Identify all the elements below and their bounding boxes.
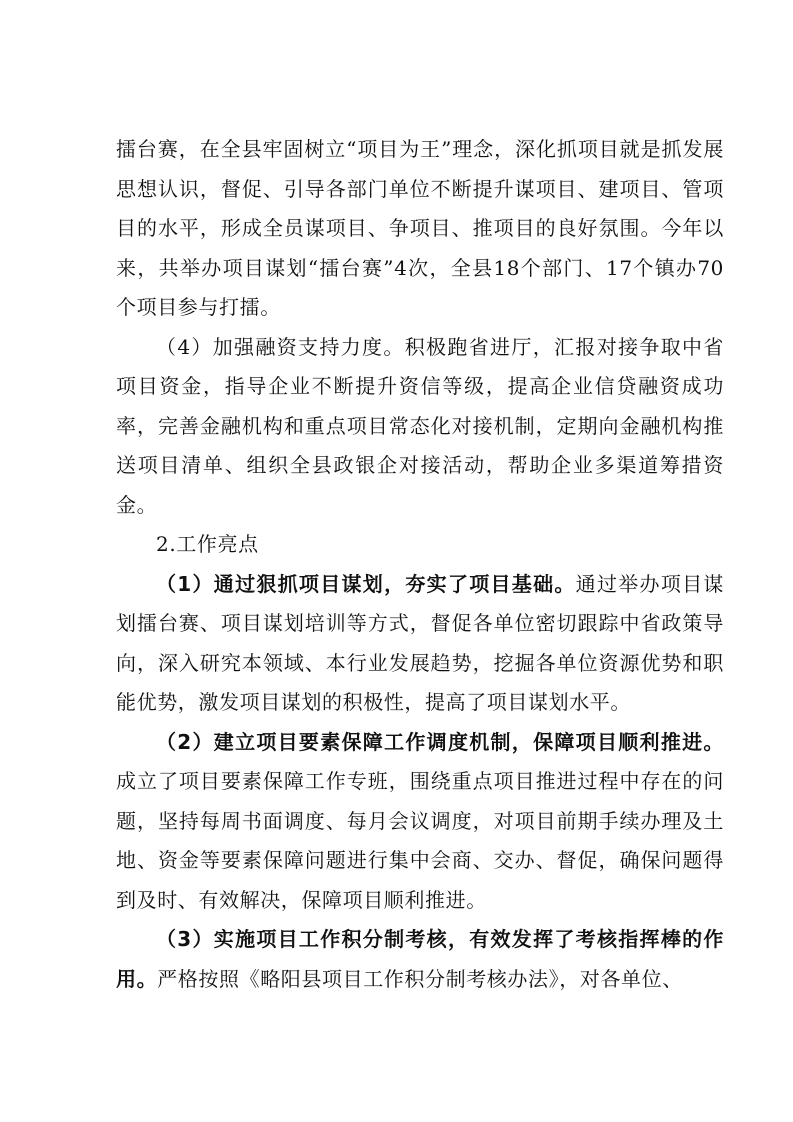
highlight-2-lead: （2）建立项目要素保障工作调度机制，保障项目顺利推进。 [156,729,724,754]
section-heading-highlights: 2.工作亮点 [156,532,259,556]
paragraph-highlight-3 [116,920,724,999]
highlight-3-body: 严格按照《略阳县项目工作积分制考核办法》，对各单位、 [157,966,683,991]
highlight-1-body: 通过举办项目谋划擂台赛、项目谋划培训等方式，督促各单位密切跟踪中省政策导向，深入研究本领域、本行业发展趋势，挖掘各单位资源优势和职能优势，激发项目谋划的积极性，提高了项目谋划水平。 [116,571,724,714]
paragraph-financing: （4）加强融资支持力度。积极跑省进厅，汇报对接争取中省项目资金，指导企业不断提升资信等级，提高企业信贷融资成功率，完善金融机构和重点项目常态化对接机制，定期向金融机构推送项目清单、组织全县政银企对接活动，帮助企业多渠道筹措资金。 [116,334,724,517]
highlight-1-lead: （1）通过狠抓项目谋划，夯实了项目基础。 [156,571,576,596]
highlight-3-lead: （3）实施项目工作积分制考核，有效发挥了考核指挥棒的作用。 [116,927,724,991]
paragraph-highlight-1 [116,565,724,723]
paragraph-highlight-2 [116,723,724,921]
paragraph-continuation: 擂台赛，在全县牢固树立“项目为王”理念，深化抓项目就是抓发展思想认识，督促、引导各部门单位不断提升谋项目、建项目、管项目的水平，形成全员谋项目、争项目、推项目的良好氛围。今年以来，共举办项目谋划“擂台赛”4次，全县18个部门、17个镇办70个项目参与打擂。 [116,137,724,319]
document-body [116,130,724,999]
highlight-2-body: 成立了项目要素保障工作专班，围绕重点项目推进过程中存在的问题，坚持每周书面调度、每月会议调度，对项目前期手续办理及土地、资金等要素保障问题进行集中会商、交办、督促，确保问题得到及时、有效解决，保障项目顺利推进。 [116,769,724,912]
